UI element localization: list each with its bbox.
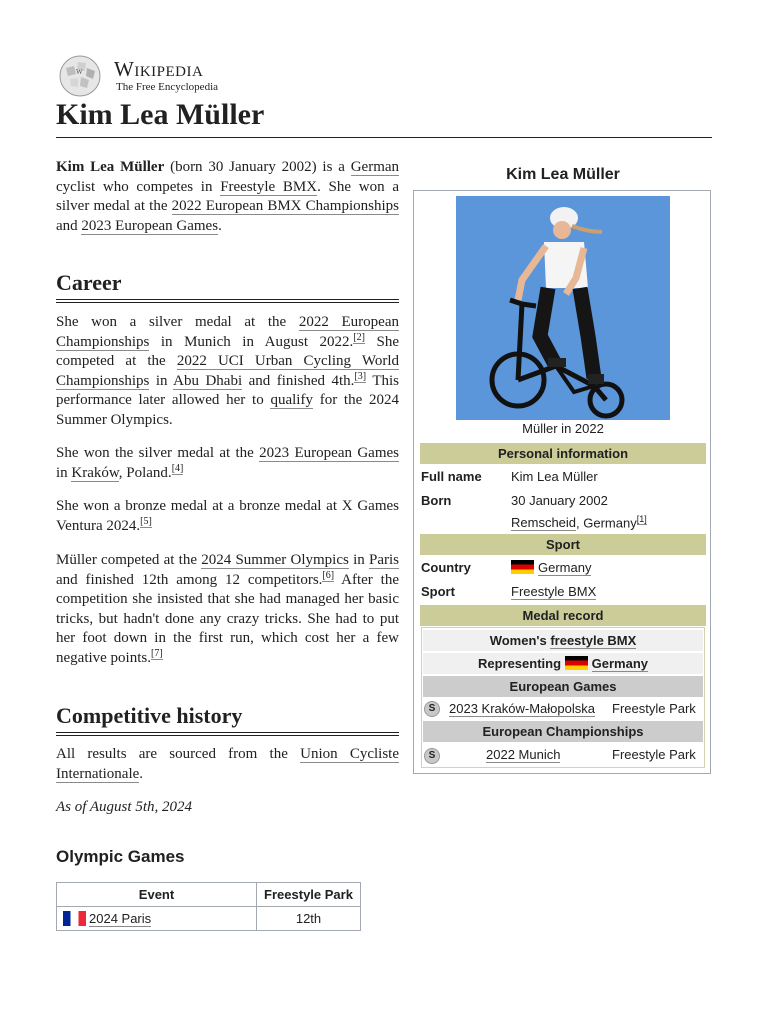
- table-row: [57, 907, 361, 931]
- germany-flag-icon: [565, 656, 588, 670]
- subject-name: Kim Lea Müller: [56, 159, 165, 175]
- career-text: in: [56, 464, 72, 481]
- site-header: [56, 54, 356, 98]
- link-remscheid[interactable]: Remscheid: [511, 515, 577, 531]
- link-union-cycliste-internationale[interactable]: Union Cycliste Internationale: [56, 746, 399, 782]
- link-2023-european-games[interactable]: 2023 European Games: [81, 217, 219, 234]
- career-text: She competed at the: [56, 333, 400, 369]
- full-name-label: Full name: [421, 469, 482, 484]
- career-text: This performance later allowed her to: [56, 372, 399, 408]
- link-freestyle-bmx-infobox[interactable]: Freestyle BMX: [511, 584, 597, 599]
- competition-european-championships: European Championships: [423, 721, 703, 742]
- event-cell: [57, 907, 257, 931]
- link-germany[interactable]: Germany: [538, 560, 592, 575]
- medal-event-prefix: Women's: [489, 633, 551, 648]
- discipline-freestyle-park: Freestyle Park: [612, 701, 696, 716]
- born-place: [511, 510, 647, 532]
- representing-row: [423, 653, 703, 674]
- sport-value: [511, 582, 596, 601]
- photo-caption: Müller in 2022: [522, 421, 604, 436]
- link-qualify[interactable]: qualify: [270, 392, 313, 408]
- link-2022-munich[interactable]: 2022 Munich: [486, 747, 561, 762]
- medal-record-header: Medal record: [420, 605, 706, 626]
- history-heading-rule: [56, 735, 399, 736]
- career-text: She won the silver medal at the: [56, 445, 260, 461]
- wikipedia-wordmark[interactable]: Wikipedia: [114, 57, 204, 81]
- born-place-text: , Germany: [576, 515, 637, 531]
- reference-1[interactable]: [1]: [636, 514, 647, 524]
- link-2023-european-games[interactable]: 2023 European Games: [259, 445, 399, 461]
- born-value: [511, 491, 647, 532]
- medal-event-row: [423, 630, 703, 651]
- link-german[interactable]: German: [350, 159, 400, 175]
- full-name-value: Kim Lea Müller: [511, 469, 598, 484]
- intro-paragraph: [56, 158, 399, 236]
- reference-4[interactable]: [4]: [171, 462, 184, 474]
- link-2023-krakow-malopolska[interactable]: 2023 Kraków-Małopolska: [449, 701, 595, 716]
- history-paragraph: [56, 745, 399, 784]
- wikipedia-globe-icon[interactable]: [56, 54, 104, 98]
- link-paris[interactable]: Paris: [368, 552, 399, 568]
- career-text: , Poland.: [118, 464, 172, 481]
- intro-text: .: [218, 217, 222, 234]
- france-flag-icon: [63, 911, 86, 926]
- germany-flag-icon: [511, 560, 534, 574]
- career-text: in: [348, 552, 369, 568]
- born-date: 30 January 2002: [511, 493, 608, 508]
- career-text: She won a silver medal at the: [56, 314, 299, 330]
- link-2022-european-championships[interactable]: 2022 European Championships: [56, 314, 399, 350]
- link-germany-representing[interactable]: Germany: [591, 656, 649, 671]
- reference-7[interactable]: [7]: [150, 647, 163, 659]
- intro-text: . She won a silver medal at the: [56, 178, 399, 214]
- column-header-freestyle-park: Freestyle Park: [257, 883, 361, 907]
- title-divider: [56, 137, 712, 138]
- career-paragraph-2: [56, 444, 399, 483]
- infobox-title: Kim Lea Müller: [506, 166, 620, 183]
- career-paragraph-3: [56, 497, 399, 536]
- career-text: in Munich in August 2022.: [149, 333, 354, 350]
- link-abu-dhabi[interactable]: Abu Dhabi: [173, 372, 243, 389]
- link-krakow[interactable]: Kraków: [71, 464, 119, 481]
- career-paragraph-1: [56, 313, 399, 430]
- olympic-results-table: [56, 882, 361, 931]
- wikipedia-tagline: The Free Encyclopedia: [116, 81, 219, 93]
- career-heading: Career: [56, 270, 122, 295]
- career-heading-rule: [56, 302, 399, 303]
- link-2022-uci-urban-cycling-world-championships[interactable]: 2022 UCI Urban Cycling World Championships: [56, 353, 399, 389]
- competition-european-games: European Games: [423, 676, 703, 697]
- reference-6[interactable]: [6]: [322, 569, 335, 581]
- career-text: She won a bronze medal at a bronze medal at X Games Ventura 2024.: [56, 498, 399, 534]
- history-text: .: [139, 765, 144, 782]
- sport-header: Sport: [420, 534, 706, 555]
- page-title: Kim Lea Müller: [56, 98, 265, 131]
- reference-5[interactable]: [5]: [140, 515, 152, 527]
- born-label: Born: [421, 493, 452, 508]
- as-of-date: As of August 5th, 2024: [56, 799, 192, 815]
- country-label: Country: [421, 560, 471, 575]
- intro-text: cyclist who competes in: [56, 178, 221, 195]
- country-value: [511, 558, 591, 577]
- athlete-photo[interactable]: [456, 196, 670, 420]
- personal-information-header: Personal information: [420, 443, 706, 464]
- intro-text: (born 30 January 2002) is a: [164, 159, 351, 175]
- career-heading-rule: [56, 299, 399, 300]
- career-text: and finished 12th among 12 competitors.: [56, 571, 323, 588]
- reference-3[interactable]: [3]: [354, 370, 367, 382]
- silver-medal-icon: S: [424, 701, 440, 717]
- svg-text:W: W: [76, 68, 83, 76]
- representing-label: Representing: [477, 656, 562, 671]
- link-2022-european-bmx-championships[interactable]: 2022 European BMX Championships: [171, 198, 399, 214]
- link-womens-freestyle-bmx[interactable]: freestyle BMX: [550, 633, 637, 648]
- career-text: Müller competed at the: [56, 552, 202, 568]
- link-freestyle-bmx[interactable]: Freestyle BMX: [220, 178, 318, 195]
- silver-medal-icon: S: [424, 748, 440, 764]
- career-text: and finished 4th.: [242, 372, 355, 389]
- discipline-freestyle-park: Freestyle Park: [612, 747, 696, 762]
- result-cell: 12th: [257, 907, 361, 931]
- competitive-history-heading: Competitive history: [56, 703, 243, 728]
- link-2024-summer-olympics[interactable]: 2024 Summer Olympics: [201, 552, 349, 568]
- olympic-games-heading: Olympic Games: [56, 847, 185, 866]
- career-paragraph-4: [56, 551, 399, 668]
- reference-2[interactable]: [2]: [353, 331, 365, 343]
- history-heading-rule: [56, 732, 399, 733]
- career-text: for the 2024 Summer Olympics.: [56, 392, 399, 428]
- column-header-event: Event: [57, 883, 257, 907]
- career-text: After the competition she insisted that she had managed her basic tricks, but hadn't done any crazy tricks. She had to put her foot down in the first run, which cost her a few negative points.: [56, 571, 399, 666]
- history-text: All results are sourced from the: [56, 746, 301, 762]
- intro-text: and: [56, 217, 82, 234]
- sport-label: Sport: [421, 584, 455, 599]
- link-2024-paris[interactable]: 2024 Paris: [89, 911, 152, 926]
- career-text: in: [149, 372, 174, 389]
- table-header-row: [57, 883, 361, 907]
